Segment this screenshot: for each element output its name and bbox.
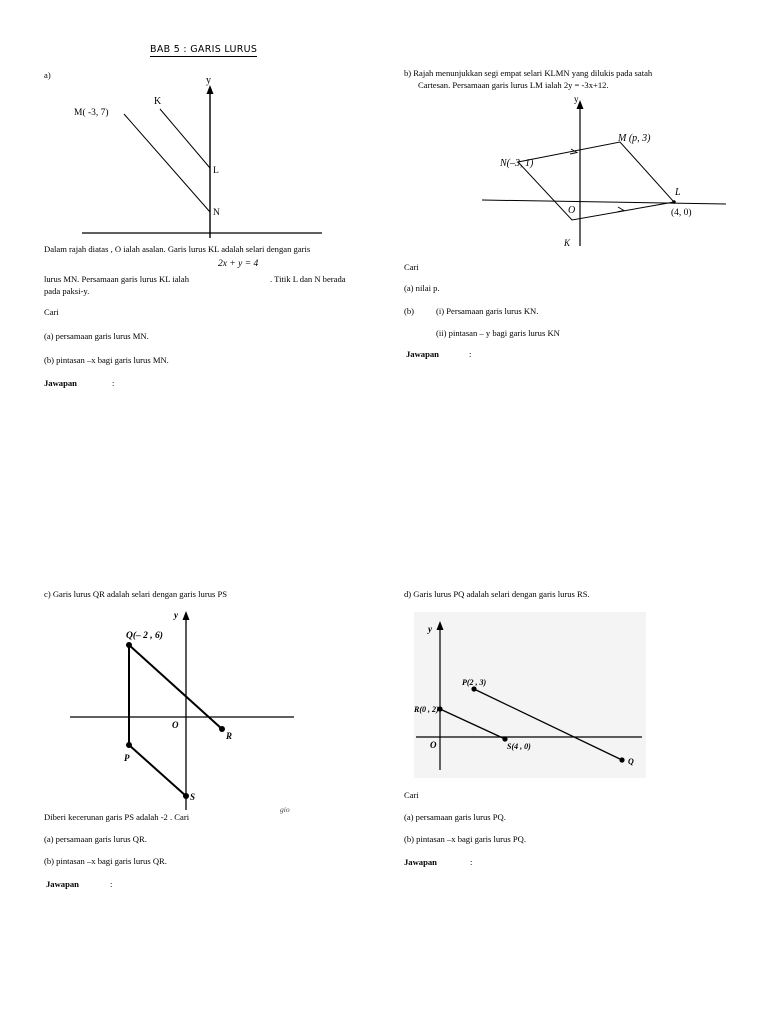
- a-y-label: y: [206, 75, 211, 86]
- a-point-m-label: M( -3, 7): [74, 108, 109, 118]
- b-point-m-label: M (p, 3): [618, 133, 651, 144]
- a-point-k-label: K: [154, 96, 162, 107]
- b-point-l-coord: (4, 0): [671, 208, 692, 218]
- question-b-jawapan: Jawapan: [406, 349, 439, 359]
- question-a-text-1: Dalam rajah diatas , O ialah asalan. Garis lurus KL adalah selari dengan garis: [44, 244, 311, 254]
- d-y-label: y: [428, 624, 432, 634]
- question-b-cari: Cari: [404, 262, 419, 272]
- question-a-text-2b: . Titik L dan N berada: [270, 274, 346, 284]
- a-point-l-label: L: [213, 166, 219, 176]
- question-c-part-b: (b) pintasan –x bagi garis lurus QR.: [44, 856, 167, 866]
- question-a-part-a: (a) persamaan garis lurus MN.: [44, 331, 149, 341]
- d-origin-label: O: [430, 740, 437, 750]
- c-y-label: y: [174, 610, 178, 620]
- b-point-n-label: N(–3, 1): [500, 158, 534, 169]
- b-point-l-label: L: [675, 187, 681, 198]
- question-d-text-1: d) Garis lurus PQ adalah selari dengan garis lurus RS.: [404, 589, 590, 599]
- question-d-cari: Cari: [404, 790, 419, 800]
- a-point-n-label: N: [213, 208, 220, 218]
- question-a-jawapan: Jawapan: [44, 378, 77, 388]
- b-point-k-label: K: [564, 238, 571, 246]
- question-d-jawapan-colon: :: [470, 857, 473, 867]
- question-a-cari: Cari: [44, 307, 59, 317]
- question-d-part-b: (b) pintasan –x bagi garis lurus PQ.: [404, 834, 526, 844]
- d-point-q-label: Q: [628, 757, 634, 766]
- question-a-marker: a): [44, 70, 51, 80]
- question-a-jawapan-colon: :: [112, 378, 115, 388]
- question-b-jawapan-colon: :: [469, 349, 472, 359]
- page-title: BAB 5 : GARIS LURUS: [150, 44, 258, 55]
- d-point-s-label: S(4 , 0): [507, 742, 531, 751]
- question-a-equation: 2x + y = 4: [218, 259, 259, 269]
- question-d-jawapan: Jawapan: [404, 857, 437, 867]
- question-b-part-b-label: (b): [404, 306, 415, 316]
- b-y-label: y: [574, 94, 579, 104]
- c-point-q-label: Q(– 2 , 6): [126, 631, 163, 641]
- question-b-diagram: [478, 94, 728, 246]
- question-c-text-1: c) Garis lurus QR adalah selari dengan garis lurus PS: [44, 589, 228, 599]
- question-b-text-1: b) Rajah menunjukkan segi empat selari KLMN yang dilukis pada satah: [404, 68, 653, 78]
- b-origin-label: O: [568, 205, 576, 216]
- question-a-diagram: [60, 70, 330, 240]
- question-a-text-3: pada paksi-y.: [44, 286, 90, 296]
- question-d-part-a: (a) persamaan garis lurus PQ.: [404, 812, 506, 822]
- c-point-p-label: P: [124, 753, 130, 763]
- question-a-part-b: (b) pintasan –x bagi garis lurus MN.: [44, 355, 169, 365]
- d-point-r-label: R(0 , 2): [414, 705, 439, 714]
- c-credit-label: gio: [280, 805, 290, 814]
- c-point-r-label: R: [226, 731, 233, 741]
- question-d-diagram: [414, 612, 646, 778]
- question-a-text-2a: lurus MN. Persamaan garis lurus KL ialah: [44, 274, 190, 284]
- question-b-part-b-ii: (ii) pintasan – y bagi garis lurus KN: [436, 328, 560, 338]
- c-origin-label: O: [172, 720, 179, 730]
- question-c-jawapan-colon: :: [110, 879, 113, 889]
- question-b-part-b-i: (i) Persamaan garis lurus KN.: [436, 306, 539, 316]
- question-b-part-a: (a) nilai p.: [404, 283, 440, 293]
- d-point-p-label: P(2 , 3): [462, 678, 487, 687]
- question-c-part-a: (a) persamaan garis lurus QR.: [44, 834, 147, 844]
- c-point-s-label: S: [190, 792, 196, 802]
- question-c-jawapan: Jawapan: [46, 879, 79, 889]
- question-c-diagram: [66, 606, 298, 816]
- question-b-text-2: Cartesan. Persamaan garis lurus LM ialah 2y = -3x+12.: [418, 80, 609, 90]
- question-c-given: Diberi kecerunan garis PS adalah -2 . Cari: [44, 812, 190, 822]
